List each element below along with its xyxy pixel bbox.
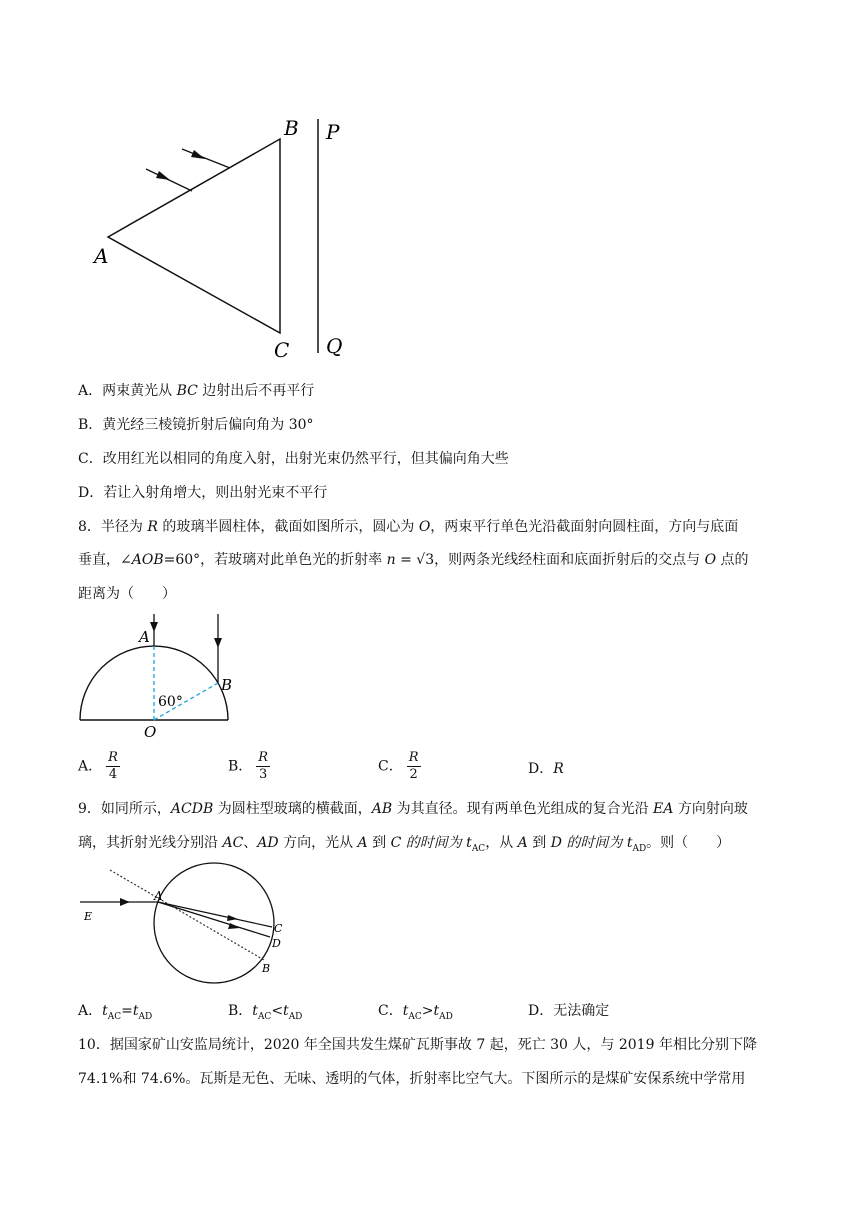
- stem-text: 到: [367, 835, 391, 851]
- option-letter: C．: [78, 451, 103, 467]
- option-letter: D．: [78, 485, 104, 501]
- q10-stem-line1: 10．据国家矿山安监局统计，2020 年全国共发生煤矿瓦斯事故 7 起，死亡 30 人，与 2019 年相比分别下降: [78, 1037, 757, 1053]
- label-c: C: [274, 922, 283, 935]
- stem-text: 、: [243, 835, 258, 851]
- q8-option-d: [528, 760, 564, 778]
- option-letter: C．: [378, 1003, 403, 1019]
- option-text: t: [402, 1003, 409, 1019]
- diameter-ab: [110, 870, 264, 960]
- option-letter: D．: [528, 1003, 554, 1019]
- label-d: D: [272, 937, 281, 950]
- fraction-numerator: R: [408, 750, 419, 765]
- stem-text: A: [517, 835, 528, 851]
- stem-text: D: [550, 835, 562, 851]
- stem-text: EA: [653, 801, 674, 817]
- stem-text: 为圆柱型玻璃的横截面，: [213, 801, 372, 817]
- option-text: R: [553, 761, 564, 777]
- stem-text: n: [386, 552, 396, 568]
- q9-option-b: [228, 1002, 302, 1026]
- stem-text: A: [357, 835, 368, 851]
- stem-text: 点的: [716, 552, 749, 568]
- stem-text: AB: [371, 801, 393, 817]
- q7-option-d: [78, 484, 327, 502]
- stem-subscript: AD: [632, 843, 647, 854]
- incident-ray-1: [146, 169, 192, 191]
- option-text: t: [102, 1003, 108, 1019]
- stem-text: 到: [527, 835, 551, 851]
- semicircle-figure: [72, 612, 242, 742]
- incident-ray-2: [182, 149, 230, 168]
- label-c: C: [274, 338, 290, 362]
- stem-subscript: AC: [471, 843, 486, 854]
- q9-option-d: [528, 1002, 609, 1020]
- option-letter: C．: [378, 758, 403, 775]
- stem-text: 为其直径。现有两单色光组成的复合光沿: [392, 801, 654, 817]
- angle-label: 60°: [158, 694, 183, 710]
- label-a: A: [94, 244, 109, 268]
- stem-text: 垂直，∠: [78, 552, 132, 568]
- q7-option-c: [78, 450, 509, 468]
- stem-text: AC: [222, 835, 244, 851]
- q8-option-c: [378, 750, 421, 783]
- option-letter: B．: [228, 758, 253, 775]
- stem-text: O: [704, 552, 717, 568]
- option-fraction: [407, 750, 421, 783]
- option-subscript: AC: [408, 1011, 422, 1022]
- option-letter: A．: [78, 1003, 103, 1019]
- q8-stem-line1: [78, 518, 738, 536]
- stem-text: R: [147, 519, 158, 535]
- option-letter: A．: [78, 383, 103, 399]
- option-text: 改用红光以相同的角度入射，出射光束仍然平行，但其偏向角大些: [102, 451, 509, 467]
- option-letter: B．: [228, 1003, 253, 1019]
- stem-text: ，两束平行单色光沿截面射向圆柱面，方向与底面: [430, 519, 739, 535]
- q8-stem-line2: [78, 551, 749, 569]
- fraction-denominator: 4: [108, 767, 118, 782]
- label-a: A: [154, 889, 163, 903]
- label-b: B: [262, 962, 271, 975]
- q9-option-a: [78, 1002, 152, 1026]
- label-o: O: [144, 723, 157, 741]
- q9-stem-line2: [78, 834, 730, 858]
- ray-arrow-2: [191, 150, 205, 159]
- label-q: Q: [326, 334, 343, 358]
- option-text: 若让入射角增大，则出射光束不平行: [103, 485, 328, 501]
- option-text: t: [252, 1003, 258, 1019]
- label-b: B: [221, 676, 233, 694]
- ray-arrow-d: [228, 923, 240, 929]
- ray-arrow-c: [227, 915, 238, 921]
- label-b: B: [284, 116, 299, 140]
- q8-option-a: [78, 750, 120, 783]
- q8-stem-line3: 距离为（ ）: [78, 586, 176, 602]
- stem-text: = √3，则两条光线经柱面和底面折射后的交点与: [395, 552, 705, 568]
- option-text: 黄光经三棱镜折射后偏向角为 30°: [102, 417, 314, 433]
- refracted-ray-ac: [158, 902, 272, 927]
- label-p: P: [326, 120, 340, 144]
- q9-option-c: [378, 1002, 453, 1026]
- fraction-denominator: 2: [409, 767, 418, 782]
- ray-arrow-e: [120, 898, 130, 906]
- circle-figure: [78, 860, 288, 990]
- option-subscript: AD: [138, 1011, 153, 1022]
- stem-text: AD: [257, 835, 279, 851]
- stem-text: C: [390, 835, 402, 851]
- option-text: >t: [421, 1003, 440, 1019]
- fraction-denominator: 3: [259, 767, 268, 782]
- option-letter: B．: [78, 417, 103, 433]
- q8-option-b: [228, 750, 270, 783]
- option-letter: A．: [78, 758, 103, 775]
- option-text: =t: [121, 1003, 139, 1019]
- stem-text: 璃，其折射光线分别沿: [78, 835, 223, 851]
- q10-stem-line2: 74.1%和 74.6%。瓦斯是无色、无味、透明的气体，折射率比空气大。下图所示的是煤矿安保系统中学常用: [78, 1071, 746, 1087]
- stem-text: AOB: [131, 552, 164, 568]
- prism-figure: [80, 105, 370, 365]
- stem-text: ，从: [485, 835, 518, 851]
- option-fraction: [256, 750, 270, 783]
- q7-option-b: [78, 416, 314, 434]
- ray-arrow-1: [156, 171, 170, 180]
- stem-text: ACDB: [170, 801, 214, 817]
- stem-text: =60°，若玻璃对此单色光的折射率: [163, 552, 387, 568]
- stem-text: 方向，光从: [278, 835, 358, 851]
- option-text: <t: [271, 1003, 289, 1019]
- stem-text: 方向射向玻: [673, 801, 748, 817]
- option-text: 两束黄光从: [102, 383, 177, 399]
- option-subscript: AC: [107, 1011, 122, 1022]
- q9-stem-line1: [78, 800, 748, 818]
- option-letter: D．: [528, 761, 554, 777]
- stem-text: 9．如同所示，: [78, 801, 171, 817]
- stem-text: 。则（ ）: [646, 835, 731, 851]
- q7-option-a: [78, 382, 314, 400]
- ray-arrow-a: [150, 622, 158, 632]
- option-fraction: [106, 750, 120, 783]
- option-text: 边射出后不再平行: [197, 383, 315, 399]
- label-a: A: [139, 628, 150, 646]
- stem-text: 的时间为 t: [561, 835, 633, 851]
- option-subscript: AC: [257, 1011, 272, 1022]
- fraction-numerator: R: [108, 750, 118, 765]
- stem-text: 的时间为 t: [401, 835, 472, 851]
- stem-text: O: [418, 519, 431, 535]
- fraction-numerator: R: [258, 750, 269, 765]
- label-e: E: [84, 910, 93, 923]
- refracted-ray-ad: [158, 902, 270, 937]
- prism-triangle: [108, 139, 280, 333]
- option-text: BC: [176, 383, 198, 399]
- ray-arrow-b: [214, 638, 222, 648]
- option-text: 无法确定: [553, 1003, 610, 1019]
- stem-text: 8．半径为: [78, 519, 148, 535]
- stem-text: 的玻璃半圆柱体，截面如图所示，圆心为: [157, 519, 419, 535]
- option-subscript: AD: [439, 1011, 453, 1022]
- option-subscript: AD: [288, 1011, 303, 1022]
